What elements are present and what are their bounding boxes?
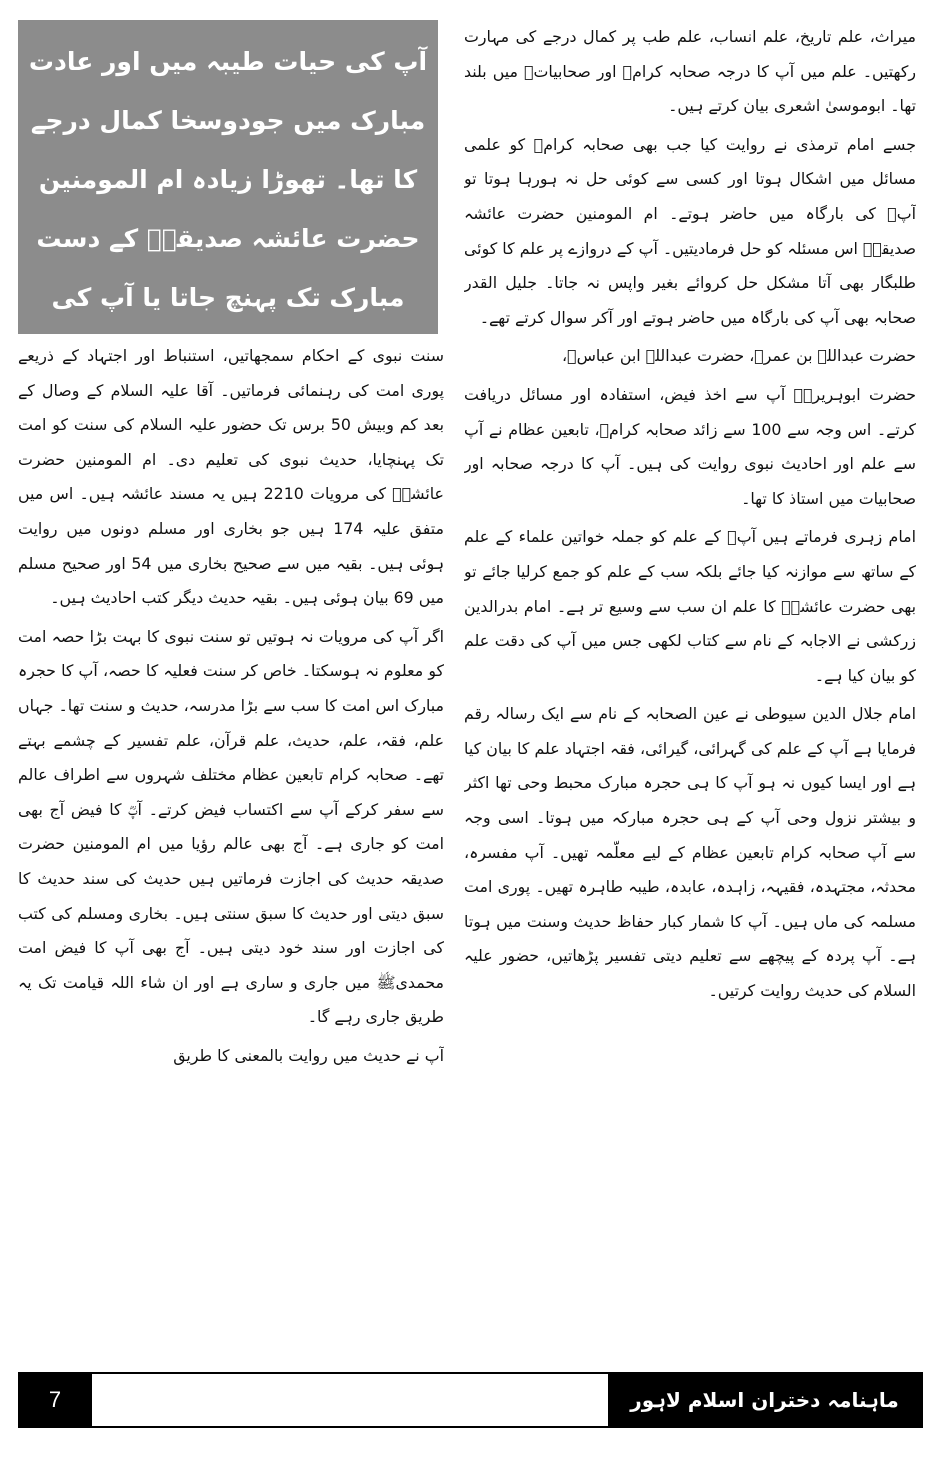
pull-quote-text: آپ کی حیات طیبہ میں اور عادت مبارک میں جودوسخا کمال درجے کا تھا۔ تھوڑا زیادہ ام المومنین حضرت عائشہ صدیقہؓ کے دست مبارک تک پہنچ جاتا یا آپ کی bbox=[28, 47, 428, 312]
paragraph: اگر آپ کی مرویات نہ ہوتیں تو سنت نبوی کا بہت بڑا حصہ امت کو معلوم نہ ہوسکتا۔ خاص کر سنت فعلیہ کا حصہ، آپ کا حجرہ مبارک اس امت کا سب سے بڑا مدرسہ، حدیث و سنت تھا۔ جہاں علم، فقہ، علم، حدیث، علم قرآن، علم تفسیر کے چشمے بہتے تھے۔ صحابہ کرام تابعین عظام مختلف شہروں سے اطراف عالم سے سفر کرکے آپ سے اکتساب فیض کرتے۔ آپؓ کا فیض آج بھی امت کو جاری ہے۔ آج بھی عالم رؤیا میں ام المومنین حضرت صدیقہ حدیث کی اجازت فرماتیں ہیں حدیث کی سند حدیث کا سبق دیتی اور حدیث کا سبق سنتی ہیں۔ بخاری ومسلم کی کتب کی اجازت اور سند خود دیتی ہیں۔ آج بھی آپ کا فیض امت محمدیﷺ میں جاری و ساری ہے اور ان شاء اللہ قیامت تک یہ طریق جاری رہے گا۔ bbox=[18, 626, 444, 1027]
paragraph: حضرت عبداللہ بن عمرؓ، حضرت عبداللہ ابن عباسؓ، bbox=[562, 346, 916, 366]
page-number: 7 bbox=[48, 1387, 62, 1412]
magazine-masthead: ماہنامہ دختران اسلام لاہور جون 2021 bbox=[630, 1388, 899, 1464]
paragraph: امام زہری فرماتے ہیں آپؓ کے علم کو جملہ خواتین علماء کے علم کے ساتھ سے موازنہ کیا جائے بلکہ سب کے علم کو جمع کرلیا جائے تو بھی حضرت عائشہؓ کا علم ان سب سے وسیع تر ہے۔ امام بدرالدین زرکشی نے الاجابہ کے نام سے کتاب لکھی جس میں آپ کی دقت علم کو بیان کیا ہے۔ bbox=[464, 527, 916, 685]
paragraph: حضرت ابوہریرہؓ آپ سے اخذ فیض، استفادہ اور مسائل دریافت کرتے۔ اس وجہ سے 100 سے زائد صحابہ کرامؓ، تابعین عظام نے آپ سے علم اور احادیث نبوی روایت کی ہیں۔ آپ کا درجہ صحابہ اور صحابیات میں استاذ کا تھا۔ bbox=[464, 384, 916, 508]
article-column-left bbox=[18, 339, 444, 1350]
paragraph: امام جلال الدین سیوطی نے عین الصحابہ کے نام سے ایک رسالہ رقم فرمایا ہے آپ کے علم کی گہرائی، گیرائی، فقہ اجتہاد علم کا بیان کیا ہے اور ایسا کیوں نہ ہو آپ کا ہی حجرہ مبارک محبط وحی تھا اکثر و بیشتر نزول وحی آپ کے ہی حجرہ مبارکہ میں ہوتا۔ اسی وجہ سے آپ صحابہ کرام تابعین عظام کے لیے معلّمہ تھیں۔ آپ مفسرہ، محدثہ، مجتہدہ، فقیہہ، زاہدہ، عابدہ، طیبہ طاہرہ تھیں۔ پوری امت مسلمہ کی ماں ہیں۔ آپ کا شمار کبار حفاظ حدیث وسنت میں ہوتا ہے۔ آپ پردہ کے پیچھے سے تعلیم دیتی تفسیر پڑھاتیں، حضور علیہ السلام کی حدیث روایت کرتیں۔ bbox=[464, 704, 916, 1001]
pull-quote-box bbox=[18, 20, 438, 334]
page-footer bbox=[18, 1372, 923, 1464]
paragraph: میراث، علم تاریخ، علم انساب، علم طب پر کمال درجے کی مہارت رکھتیں۔ علم میں آپ کا درجہ صحابہ کرامؓ اور صحابیاتؓ میں بلند تھا۔ ابوموسیٰ اشعری بیان کرتے ہیں۔ bbox=[464, 27, 916, 116]
article-column-right bbox=[464, 20, 916, 1350]
paragraph: جسے امام ترمذی نے روایت کیا جب بھی صحابہ کرامؓ کو علمی مسائل میں اشکال ہوتا اور کسی سے کوئی حل نہ ہورہا ہوتا تو آپؓ کی بارگاہ میں حاضر ہوتے۔ ام المومنین حضرت عائشہ صدیقہؓ اس مسئلہ کو حل فرمادیتیں۔ آپ کے دروازے پر علم کا کوئی طلبگار بھی آتا مشکل حل کروائے بغیر واپس نہ جاتا۔ جلیل القدر صحابہ بھی آپ کی بارگاہ میں حاضر ہوتے اور آکر سوال کرتے تھے۔ bbox=[464, 134, 916, 327]
paragraph: آپ نے حدیث میں روایت بالمعنی کا طریق bbox=[173, 1045, 444, 1065]
footer-blank-panel bbox=[92, 1374, 608, 1426]
paragraph: سنت نبوی کے احکام سمجھاتیں، استنباط اور اجتہاد کے ذریعے پوری امت کی رہنمائی فرماتیں۔ آقا علیہ السلام کے وصال کے بعد کم وبیش 50 برس تک حضور علیہ السلام کی سنت کو امت تک پہنچایا، حدیث نبوی کی تعلیم دی۔ ام المومنین حضرت عائشہؓ کی مرویات 2210 ہیں یہ مسند عائشہ ہیں۔ اس میں متفق علیہ 174 ہیں جو بخاری اور مسلم دونوں میں روایت ہوئی ہیں۔ بقیہ میں سے صحیح بخاری میں 54 اور صحیح مسلم میں 69 بیان ہوئی ہیں۔ بقیہ حدیث دیگر کتب احادیث ہیں۔ bbox=[18, 346, 444, 608]
